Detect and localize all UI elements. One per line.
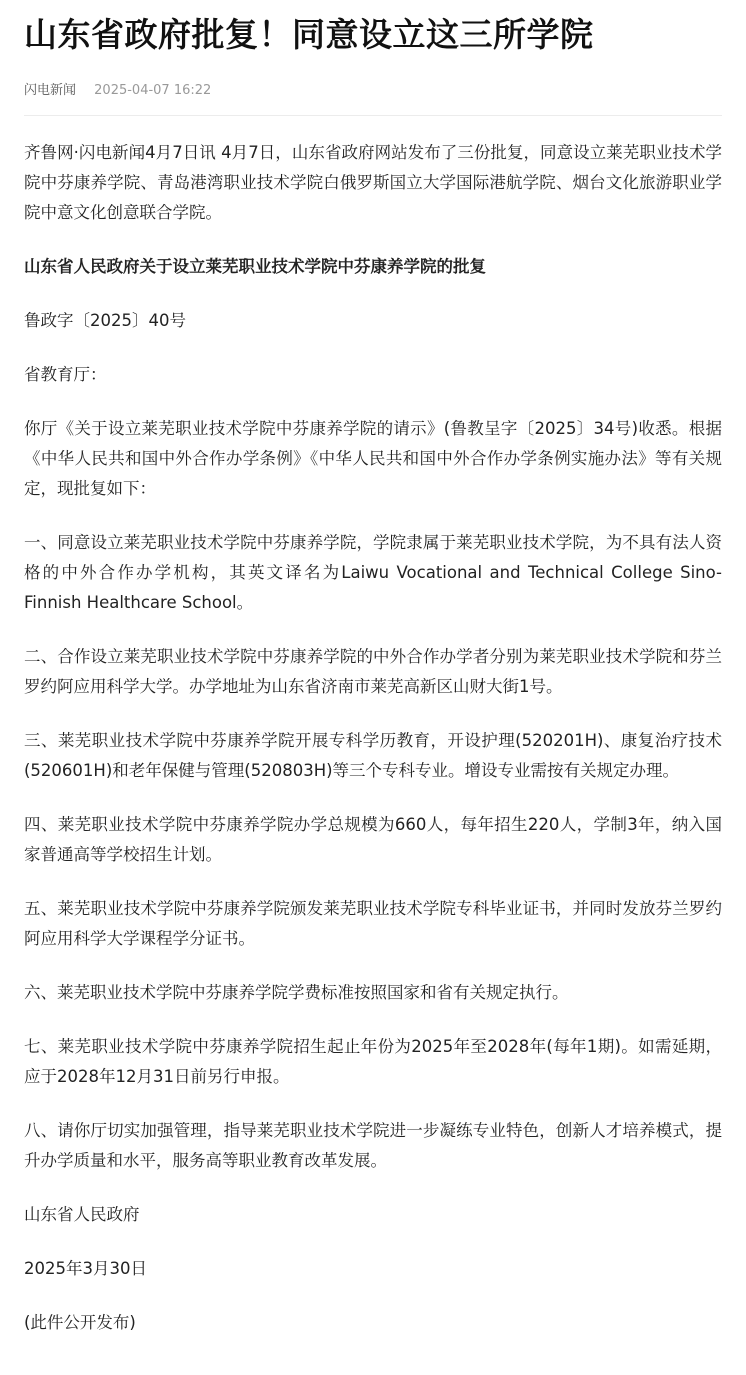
article-meta xyxy=(24,80,722,102)
clause-1: 一、同意设立莱芜职业技术学院中芬康养学院，学院隶属于莱芜职业技术学院，为不具有法人资格的中外合作办学机构，其英文译名为Laiwu Vocational and Technical College Sino-Finnish Healthcare School。 xyxy=(24,533,722,612)
issue-date: 2025年3月30日 xyxy=(24,1259,147,1278)
article-body xyxy=(24,138,722,1338)
document-recipient: 省教育厅： xyxy=(24,365,107,384)
document-heading: 山东省人民政府关于设立莱芜职业技术学院中芬康养学院的批复 xyxy=(24,257,486,276)
article-datetime: 2025-04-07 16:22 xyxy=(94,83,212,98)
header-divider xyxy=(24,115,722,116)
publication-note: (此件公开发布) xyxy=(24,1313,136,1332)
document-number: 鲁政字〔2025〕40号 xyxy=(24,311,186,330)
article-title: 山东省政府批复！同意设立这三所学院 xyxy=(24,15,594,54)
lead-paragraph: 齐鲁网·闪电新闻4月7日讯 4月7日，山东省政府网站发布了三份批复，同意设立莱芜职业技术学院中芬康养学院、青岛港湾职业技术学院白俄罗斯国立大学国际港航学院、烟台文化旅游职业学院中意文化创意联合学院。 xyxy=(24,143,722,222)
article-source[interactable]: 闪电新闻 xyxy=(24,83,77,98)
document-intro: 你厅《关于设立莱芜职业技术学院中芬康养学院的请示》(鲁教呈字〔2025〕34号)收悉。根据《中华人民共和国中外合作办学条例》《中华人民共和国中外合作办学条例实施办法》等有关规定，现批复如下： xyxy=(24,419,722,498)
clause-8: 八、请你厅切实加强管理，指导莱芜职业技术学院进一步凝练专业特色，创新人才培养模式，提升办学质量和水平，服务高等职业教育改革发展。 xyxy=(24,1121,722,1170)
clause-6: 六、莱芜职业技术学院中芬康养学院学费标准按照国家和省有关规定执行。 xyxy=(24,983,569,1002)
clause-2: 二、合作设立莱芜职业技术学院中芬康养学院的中外合作办学者分别为莱芜职业技术学院和芬兰罗约阿应用科学大学。办学地址为山东省济南市莱芜高新区山财大街1号。 xyxy=(24,647,722,696)
clause-3: 三、莱芜职业技术学院中芬康养学院开展专科学历教育，开设护理(520201H)、康复治疗技术(520601H)和老年保健与管理(520803H)等三个专科专业。增设专业需按有关规定办理。 xyxy=(24,731,722,780)
clause-7: 七、莱芜职业技术学院中芬康养学院招生起止年份为2025年至2028年(每年1期)。如需延期，应于2028年12月31日前另行申报。 xyxy=(24,1037,722,1086)
clause-4: 四、莱芜职业技术学院中芬康养学院办学总规模为660人，每年招生220人，学制3年，纳入国家普通高等学校招生计划。 xyxy=(24,815,722,864)
issuer: 山东省人民政府 xyxy=(24,1205,140,1224)
clause-5: 五、莱芜职业技术学院中芬康养学院颁发莱芜职业技术学院专科毕业证书，并同时发放芬兰罗约阿应用科学大学课程学分证书。 xyxy=(24,899,722,948)
